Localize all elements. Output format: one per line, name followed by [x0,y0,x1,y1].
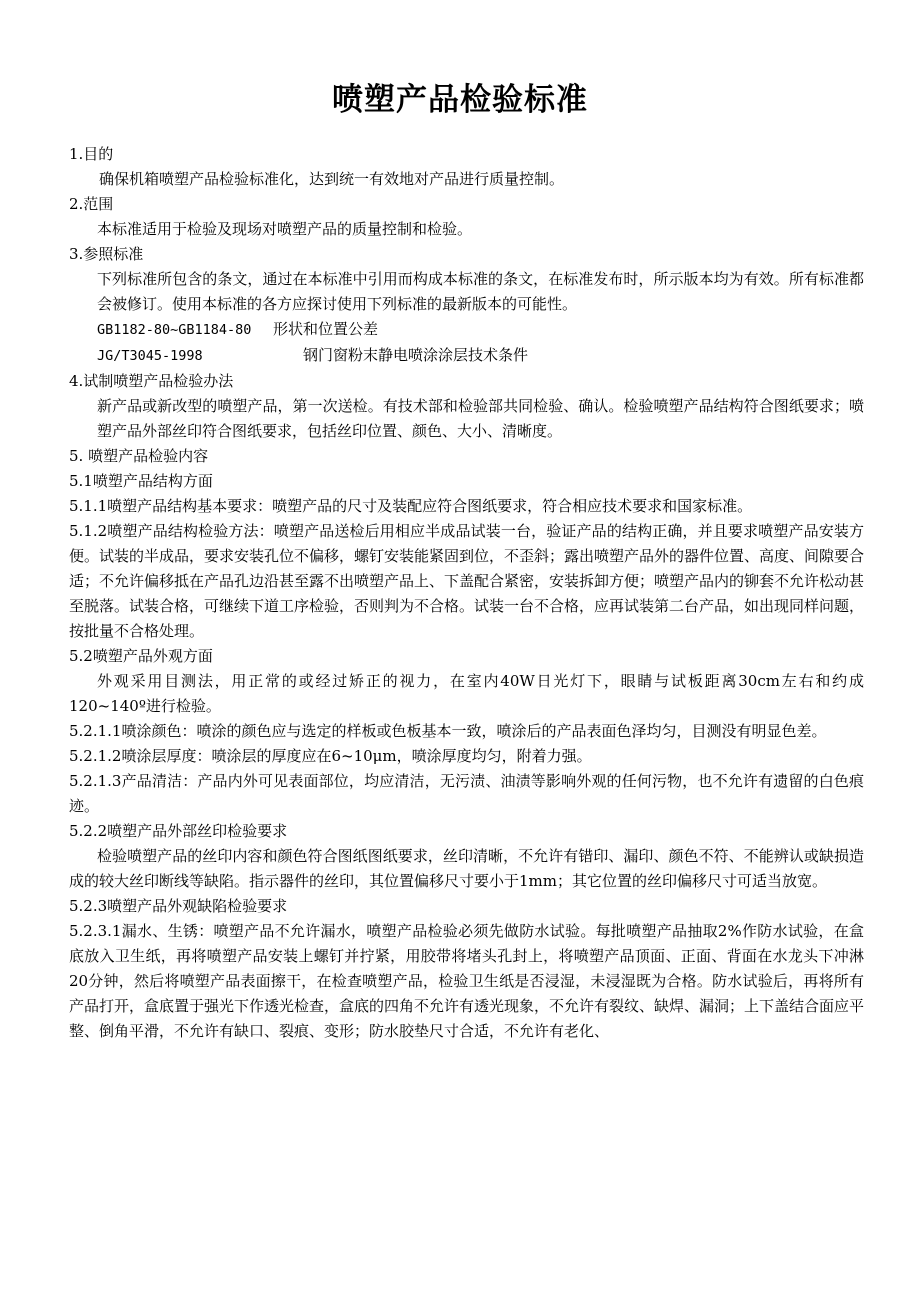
section-5-2-2-text: 检验喷塑产品的丝印内容和颜色符合图纸图纸要求，丝印清晰，不允许有错印、漏印、颜色不符、不能辨认或缺损造成的较大丝印断线等缺陷。指示器件的丝印，其位置偏移尺寸要小于1mm；其它位置的丝印偏移尺寸可适当放宽。 [69,847,864,890]
reference-code: JG/T3045-1998 [97,348,203,364]
section-4-heading: 4.试制喷塑产品检验办法 [69,372,234,390]
section-5-1-2-text: 5.1.2喷塑产品结构检验方法：喷塑产品送检后用相应半成品试装一台，验证产品的结构正确，并且要求喷塑产品安装方便。试装的半成品，要求安装孔位不偏移，螺钉安装能紧固到位，不歪斜；露出喷塑产品外的器件位置、高度、间隙要合适；不允许偏移抵在产品孔边沿甚至露不出喷塑产品上、下盖配合紧密，安装拆卸方便；喷塑产品内的铆套不允许松动甚至脱落。试装合格，可继续下道工序检验，否则判为不合格。试装一台不合格，应再试装第二台产品，如出现同样问题，按批量不合格处理。 [69,522,865,640]
reference-row [69,317,864,343]
reference-name: 形状和位置公差 [273,320,379,338]
section-3-text: 下列标准所包含的条文，通过在本标准中引用而构成本标准的条文，在标准发布时，所示版本均为有效。所有标准都会被修订。使用本标准的各方应探讨使用下列标准的最新版本的可能性。 [97,270,864,313]
section-5-2-3-heading: 5.2.3喷塑产品外观缺陷检验要求 [69,897,288,915]
document-body [69,142,864,1044]
section-2-text: 本标准适用于检验及现场对喷塑产品的质量控制和检验。 [97,220,473,238]
reference-row [69,343,864,369]
reference-name: 钢门窗粉末静电喷涂涂层技术条件 [303,346,529,364]
section-1-heading: 1.目的 [69,145,114,163]
section-5-2-1-1-text: 5.2.1.1喷涂颜色：喷涂的颜色应与选定的样板或色板基本一致，喷涂后的产品表面色泽均匀，目测没有明显色差。 [69,722,827,740]
section-5-2-2-heading: 5.2.2喷塑产品外部丝印检验要求 [69,822,288,840]
section-5-2-3-1-text: 5.2.3.1漏水、生锈：喷塑产品不允许漏水，喷塑产品检验必须先做防水试验。每批喷塑产品抽取2%作防水试验，在盒底放入卫生纸，再将喷塑产品安装上螺钉并拧紧，用胶带将堵头孔封上，将喷塑产品顶面、正面、背面在水龙头下冲淋20分钟，然后将喷塑产品表面擦干，在检查喷塑产品，检验卫生纸是否浸湿，未浸湿既为合格。防水试验后，再将所有产品打开，盒底置于强光下作透光检查，盒底的四角不允许有透光现象，不允许有裂纹、缺焊、漏洞；上下盖结合面应平整、倒角平滑，不允许有缺口、裂痕、变形；防水胶垫尺寸合适，不允许有老化、 [69,922,865,1040]
section-2-heading: 2.范围 [69,195,114,213]
section-4-text: 新产品或新改型的喷塑产品，第一次送检。有技术部和检验部共同检验、确认。检验喷塑产品结构符合图纸要求；喷塑产品外部丝印符合图纸要求，包括丝印位置、颜色、大小、清晰度。 [97,397,864,440]
section-3-heading: 3.参照标准 [69,245,144,263]
section-5-2-intro: 外观采用目测法，用正常的或经过矫正的视力，在室内40W日光灯下，眼睛与试板距离30cm左右和约成120~140º进行检验。 [69,672,864,715]
reference-code: GB1182-80~GB1184-80 [97,322,252,338]
section-5-heading: 5. 喷塑产品检验内容 [69,447,209,465]
section-5-2-heading: 5.2喷塑产品外观方面 [69,647,213,665]
section-5-2-1-2-text: 5.2.1.2喷涂层厚度：喷涂层的厚度应在6~10μm，喷涂厚度均匀，附着力强。 [69,747,592,765]
document-title: 喷塑产品检验标准 [332,82,588,118]
section-5-1-heading: 5.1喷塑产品结构方面 [69,472,213,490]
section-1-text: 确保机箱喷塑产品检验标准化，达到统一有效地对产品进行质量控制。 [99,170,565,188]
section-5-1-1-text: 5.1.1喷塑产品结构基本要求：喷塑产品的尺寸及装配应符合图纸要求，符合相应技术要求和国家标准。 [69,497,753,515]
section-5-2-1-3-text: 5.2.1.3产品清洁：产品内外可见表面部位，均应清洁，无污渍、油渍等影响外观的任何污物，也不允许有遗留的白色痕迹。 [69,772,864,815]
